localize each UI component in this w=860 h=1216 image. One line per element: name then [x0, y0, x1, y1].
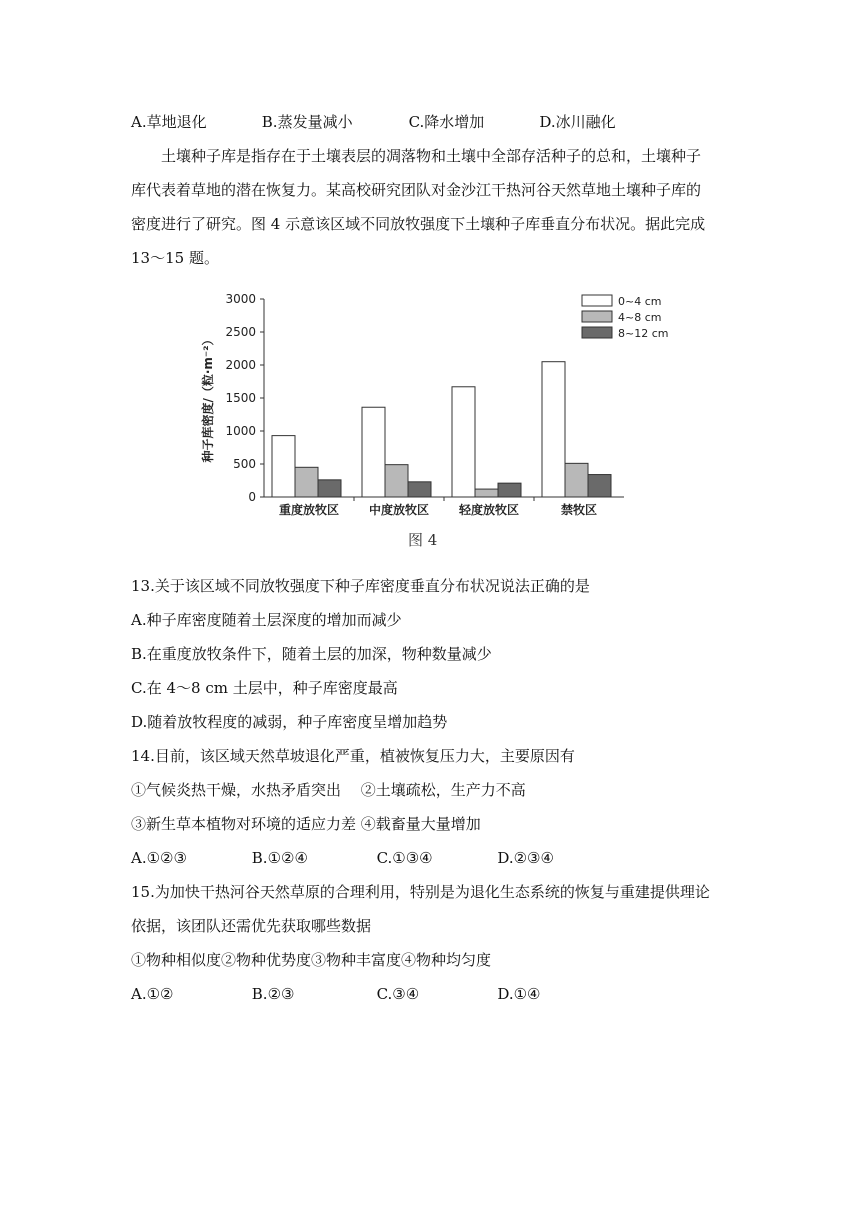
intro-line-4: 13～15 题。 — [131, 249, 219, 267]
x-category-label-0: 重度放牧区 — [278, 503, 340, 517]
q14-option-a: A.①②③ — [131, 849, 187, 867]
q15-options — [131, 984, 541, 1004]
bar-1-2 — [408, 482, 431, 497]
q15-option-d: D.①④ — [497, 985, 541, 1003]
q12-option-a: A.草地退化 — [131, 113, 207, 131]
q15-option-c: C.③④ — [376, 985, 420, 1003]
q13-option-b: B.在重度放牧条件下，随着土层的加深，物种数量减少 — [131, 645, 492, 663]
bar-1-0 — [362, 407, 385, 497]
y-axis-label: 种子库密度/（粒·m⁻²） — [201, 333, 215, 463]
intro-line-1: 土壤种子库是指存在于土壤表层的凋落物和土壤中全部存活种子的总和，土壤种子 — [161, 147, 702, 165]
bar-0-1 — [295, 467, 318, 497]
q12-options — [131, 112, 616, 132]
y-tick-label-0: 0 — [248, 490, 256, 504]
q15-stem-2: 依据，该团队还需优先获取哪些数据 — [131, 917, 372, 935]
q15-items: ①物种相似度②物种优势度③物种丰富度④物种均匀度 — [131, 951, 492, 969]
y-tick-label-2: 1000 — [225, 424, 256, 438]
q13-option-d: D.随着放牧程度的减弱，种子库密度呈增加趋势 — [131, 713, 448, 731]
q14-stem: 14.目前，该区域天然草坡退化严重，植被恢复压力大，主要原因有 — [131, 747, 575, 765]
bar-2-1 — [475, 489, 498, 497]
q12-option-b: B.蒸发量减小 — [261, 113, 353, 131]
legend-label-0: 0~4 cm — [618, 295, 662, 308]
q14-items-1: ①气候炎热干燥，水热矛盾突出 ②土壤疏松，生产力不高 — [131, 781, 526, 799]
x-category-label-2: 轻度放牧区 — [458, 503, 520, 517]
intro-line-2: 库代表着草地的潜在恢复力。某高校研究团队对金沙江干热河谷天然草地土壤种子库的 — [131, 181, 702, 199]
q14-options — [131, 848, 554, 868]
q12-option-c: C.降水增加 — [408, 113, 485, 131]
legend-label-2: 8~12 cm — [618, 327, 669, 340]
q12-option-d: D.冰川融化 — [539, 113, 616, 131]
q13-option-a: A.种子库密度随着土层深度的增加而减少 — [131, 611, 402, 629]
bar-2-0 — [452, 387, 475, 497]
q14-option-d: D.②③④ — [497, 849, 554, 867]
bar-0-0 — [272, 436, 295, 497]
q15-option-b: B.②③ — [251, 985, 295, 1003]
q14-option-b: B.①②④ — [251, 849, 308, 867]
x-category-label-3: 禁牧区 — [560, 503, 598, 517]
legend-swatch-1 — [582, 311, 612, 322]
bar-chart — [196, 283, 676, 523]
bar-1-1 — [385, 465, 408, 497]
q13-stem: 13.关于该区域不同放牧强度下种子库密度垂直分布状况说法正确的是 — [131, 577, 590, 595]
figure-4-chart — [196, 283, 676, 543]
q14-option-c: C.①③④ — [376, 849, 433, 867]
bar-2-2 — [498, 483, 521, 497]
legend-label-1: 4~8 cm — [618, 311, 662, 324]
bar-3-1 — [565, 463, 588, 497]
q14-items-2: ③新生草本植物对环境的适应力差 ④载畜量大量增加 — [131, 815, 481, 833]
y-tick-label-3: 1500 — [225, 391, 256, 405]
q13-option-c: C.在 4～8 cm 土层中，种子库密度最高 — [131, 679, 398, 697]
y-tick-label-6: 3000 — [225, 292, 256, 306]
x-category-label-1: 中度放牧区 — [368, 503, 430, 517]
bar-3-0 — [542, 362, 565, 497]
q15-option-a: A.①② — [131, 985, 174, 1003]
legend-swatch-0 — [582, 295, 612, 306]
legend-swatch-2 — [582, 327, 612, 338]
bar-0-2 — [318, 480, 341, 497]
figure-caption: 图 4 — [408, 531, 438, 549]
intro-line-3: 密度进行了研究。图 4 示意该区域不同放牧强度下土壤种子库垂直分布状况。据此完成 — [131, 215, 706, 233]
y-tick-label-1: 500 — [233, 457, 256, 471]
y-tick-label-4: 2000 — [225, 358, 256, 372]
y-tick-label-5: 2500 — [225, 325, 256, 339]
q15-stem-1: 15.为加快干热河谷天然草原的合理利用，特别是为退化生态系统的恢复与重建提供理论 — [131, 883, 710, 901]
bar-3-2 — [588, 475, 611, 497]
